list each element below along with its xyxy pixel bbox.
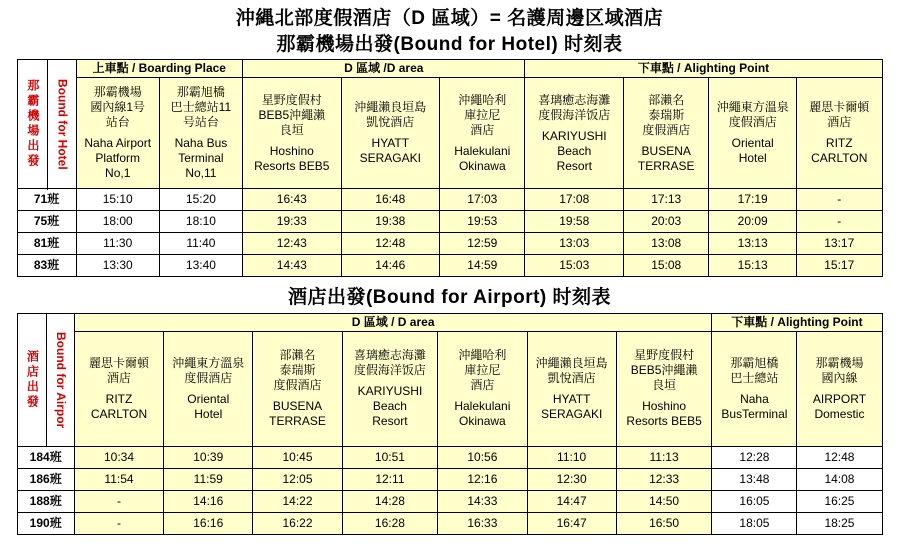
time-cell: 12:05 bbox=[253, 468, 342, 490]
time-cell: 14:47 bbox=[527, 490, 616, 512]
table-row bbox=[17, 446, 882, 468]
stop-jp: 那霸機場 國內線 bbox=[815, 355, 864, 385]
time-cell: 15:17 bbox=[796, 255, 882, 277]
time-cell: 17:13 bbox=[624, 189, 709, 211]
stop-cell-kariyushi bbox=[525, 78, 624, 189]
stop-en: BUSENA TERRASE bbox=[637, 143, 695, 173]
time-cell: 16:50 bbox=[616, 512, 712, 534]
time-cell: 16:33 bbox=[438, 512, 527, 534]
table-row bbox=[17, 468, 882, 490]
time-cell: 13:17 bbox=[796, 233, 882, 255]
section1-side-label-cn: 那霸機場出發 bbox=[17, 60, 48, 189]
time-cell: 12:59 bbox=[440, 233, 525, 255]
time-cell: 10:51 bbox=[342, 446, 438, 468]
time-cell: 15:08 bbox=[624, 255, 709, 277]
time-cell: 19:53 bbox=[440, 211, 525, 233]
stop-jp: 部瀨名 泰瑞斯 度假酒店 bbox=[273, 348, 322, 393]
stop-cell-kariyushi bbox=[342, 331, 438, 446]
time-cell: 19:58 bbox=[525, 211, 624, 233]
stop-jp: 星野度假村 BEB5沖繩瀨 良垣 bbox=[630, 348, 698, 393]
stop-en: RITZ CARLTON bbox=[90, 391, 148, 421]
time-cell: 14:22 bbox=[253, 490, 342, 512]
run-label-186: 186班 bbox=[17, 468, 74, 490]
section2-area-header: D 區域 / D area bbox=[74, 313, 712, 331]
time-cell: 10:56 bbox=[438, 446, 527, 468]
section2-side-label-en: Bound for Airpor bbox=[47, 313, 75, 446]
time-cell: 13:48 bbox=[712, 468, 797, 490]
time-cell: 13:40 bbox=[159, 255, 242, 277]
stop-cell-hyatt-seragaki bbox=[341, 78, 440, 189]
time-cell: 16:16 bbox=[164, 512, 253, 534]
table-row bbox=[17, 255, 882, 277]
stop-cell-hoshino-beb5 bbox=[243, 78, 342, 189]
time-cell: 12:11 bbox=[342, 468, 438, 490]
bound-for-hotel-table bbox=[17, 59, 883, 277]
time-cell: 16:28 bbox=[342, 512, 438, 534]
time-cell: 16:05 bbox=[712, 490, 797, 512]
time-cell: 19:33 bbox=[243, 211, 342, 233]
stop-jp: 沖繩東方溫泉 度假酒店 bbox=[716, 100, 789, 130]
section2-stop-row bbox=[17, 331, 882, 446]
time-cell: 14:08 bbox=[797, 468, 882, 490]
time-cell: 18:25 bbox=[797, 512, 882, 534]
stop-jp: 沖繩哈利 庫拉尼 酒店 bbox=[458, 92, 507, 137]
section1-title: 那霸機場出發(Bound for Hotel) 时刻表 bbox=[276, 33, 623, 55]
time-cell: 16:43 bbox=[243, 189, 342, 211]
time-cell: 10:45 bbox=[253, 446, 342, 468]
time-cell: 18:05 bbox=[712, 512, 797, 534]
section1-stop-row bbox=[17, 78, 882, 189]
main-title: 沖縄北部度假酒店（D 區域）= 名護周邊区域酒店 bbox=[235, 8, 664, 29]
time-cell: 19:38 bbox=[341, 211, 440, 233]
stop-jp: 那霸旭橋 巴士總站11 号站台 bbox=[170, 85, 232, 130]
stop-cell-naha-bus-terminal bbox=[159, 78, 242, 189]
run-label-83: 83班 bbox=[17, 255, 76, 277]
time-cell: 18:10 bbox=[159, 211, 242, 233]
time-cell: 12:43 bbox=[243, 233, 342, 255]
time-cell: 16:25 bbox=[797, 490, 882, 512]
stop-jp: 沖繩哈利 庫拉尼 酒店 bbox=[458, 348, 507, 393]
stop-en: BUSENA TERRASE bbox=[269, 399, 326, 429]
time-cell: - bbox=[796, 211, 882, 233]
time-cell: 15:03 bbox=[525, 255, 624, 277]
time-cell: 14:50 bbox=[616, 490, 712, 512]
time-cell: 12:33 bbox=[616, 468, 712, 490]
time-cell: 11:40 bbox=[159, 233, 242, 255]
stop-cell-busena-terrase bbox=[253, 331, 342, 446]
time-cell: 14:16 bbox=[164, 490, 253, 512]
time-cell: 15:13 bbox=[709, 255, 797, 277]
table-row bbox=[17, 211, 882, 233]
stop-jp: 部瀨名 泰瑞斯 度假酒店 bbox=[642, 92, 691, 137]
stop-jp: 麗思卡爾頓 酒店 bbox=[809, 100, 870, 130]
time-cell: 12:48 bbox=[797, 446, 882, 468]
stop-en: Oriental Hotel bbox=[731, 136, 774, 166]
stop-en: Hoshino Resorts BEB5 bbox=[254, 143, 330, 173]
run-label-188: 188班 bbox=[17, 490, 74, 512]
stop-cell-oriental-hotel bbox=[164, 331, 253, 446]
stop-cell-ritz-carlton bbox=[796, 78, 882, 189]
time-cell: 14:33 bbox=[438, 490, 527, 512]
stop-cell-halekulani bbox=[440, 78, 525, 189]
run-label-71: 71班 bbox=[17, 189, 76, 211]
stop-cell-naha-airport bbox=[76, 78, 159, 189]
stop-jp: 星野度假村 BEB5沖繩瀨 良垣 bbox=[258, 92, 326, 137]
stop-jp: 喜璃癒志海灘 度假海洋饭店 bbox=[538, 92, 611, 122]
section1-alighting-header: 下車點 / Alighting Point bbox=[525, 60, 882, 78]
time-cell: 14:43 bbox=[243, 255, 342, 277]
stop-en: HYATT SERAGAKI bbox=[540, 391, 603, 421]
stop-en: Oriental Hotel bbox=[187, 391, 230, 421]
time-cell: 14:59 bbox=[440, 255, 525, 277]
time-cell: 15:20 bbox=[159, 189, 242, 211]
section1-boarding-header: 上車點 / Boarding Place bbox=[76, 60, 242, 78]
table-row bbox=[17, 189, 882, 211]
stop-jp: 沖繩瀨良垣島 凱悅酒店 bbox=[535, 355, 608, 385]
time-cell: 11:10 bbox=[527, 446, 616, 468]
stop-en: KARIYUSHI Beach Resort bbox=[541, 128, 607, 173]
time-cell: 11:54 bbox=[74, 468, 163, 490]
time-cell: 11:59 bbox=[164, 468, 253, 490]
run-label-190: 190班 bbox=[17, 512, 74, 534]
stop-cell-hoshino-beb5 bbox=[616, 331, 712, 446]
stop-en: AIRPORT Domestic bbox=[812, 391, 867, 421]
stop-en: Halekulani Okinawa bbox=[454, 143, 511, 173]
stop-cell-halekulani bbox=[438, 331, 527, 446]
time-cell: 12:28 bbox=[712, 446, 797, 468]
stop-cell-naha-airport bbox=[797, 331, 882, 446]
stop-jp: 那霸機場 國內線1号 站台 bbox=[90, 85, 146, 130]
section2-title: 酒店出發(Bound for Airport) 时刻表 bbox=[287, 287, 612, 309]
time-cell: 14:28 bbox=[342, 490, 438, 512]
stop-en: Halekulani Okinawa bbox=[454, 399, 511, 429]
run-label-75: 75班 bbox=[17, 211, 76, 233]
time-cell: 10:34 bbox=[74, 446, 163, 468]
stop-jp: 沖繩瀨良垣島 凱悅酒店 bbox=[354, 100, 427, 130]
time-cell: 14:46 bbox=[341, 255, 440, 277]
stop-jp: 喜璃癒志海灘 度假海洋饭店 bbox=[353, 348, 426, 378]
time-cell: 10:39 bbox=[164, 446, 253, 468]
time-cell: 20:03 bbox=[624, 211, 709, 233]
stop-en: Naha Bus Terminal No,11 bbox=[174, 136, 228, 181]
time-cell: 12:48 bbox=[341, 233, 440, 255]
time-cell: 13:08 bbox=[624, 233, 709, 255]
time-cell: - bbox=[796, 189, 882, 211]
stop-jp: 沖繩東方溫泉 度假酒店 bbox=[172, 355, 245, 385]
stop-en: RITZ CARLTON bbox=[811, 136, 868, 166]
time-cell: 11:30 bbox=[76, 233, 159, 255]
stop-cell-busena-terrase bbox=[624, 78, 709, 189]
stop-en: Naha BusTerminal bbox=[721, 391, 788, 421]
time-cell: 16:47 bbox=[527, 512, 616, 534]
stop-en: Hoshino Resorts BEB5 bbox=[626, 399, 702, 429]
time-cell: 13:30 bbox=[76, 255, 159, 277]
time-cell: 16:22 bbox=[253, 512, 342, 534]
table-row bbox=[17, 490, 882, 512]
stop-cell-ritz-carlton bbox=[74, 331, 163, 446]
stop-en: Naha Airport Platform No,1 bbox=[84, 136, 152, 181]
time-cell: - bbox=[74, 512, 163, 534]
stop-en: KARIYUSHI Beach Resort bbox=[357, 384, 423, 429]
run-label-184: 184班 bbox=[17, 446, 74, 468]
time-cell: - bbox=[74, 490, 163, 512]
time-cell: 13:03 bbox=[525, 233, 624, 255]
time-cell: 12:30 bbox=[527, 468, 616, 490]
time-cell: 18:00 bbox=[76, 211, 159, 233]
time-cell: 15:10 bbox=[76, 189, 159, 211]
section1-side-label-en: Bound for Hotel bbox=[48, 60, 76, 189]
time-cell: 11:13 bbox=[616, 446, 712, 468]
stop-en: HYATT SERAGAKI bbox=[359, 136, 421, 166]
stop-cell-naha-bus-terminal bbox=[712, 331, 797, 446]
time-cell: 17:03 bbox=[440, 189, 525, 211]
bound-for-airport-table bbox=[17, 313, 883, 535]
table-row bbox=[17, 512, 882, 534]
time-cell: 12:16 bbox=[438, 468, 527, 490]
time-cell: 20:09 bbox=[709, 211, 797, 233]
time-cell: 17:19 bbox=[709, 189, 797, 211]
time-cell: 13:13 bbox=[709, 233, 797, 255]
run-label-81: 81班 bbox=[17, 233, 76, 255]
stop-cell-hyatt-seragaki bbox=[527, 331, 616, 446]
stop-cell-oriental-hotel bbox=[709, 78, 797, 189]
table-row bbox=[17, 233, 882, 255]
stop-jp: 那霸旭橋 巴士總站 bbox=[730, 355, 779, 385]
stop-jp: 麗思卡爾頓 酒店 bbox=[88, 355, 149, 385]
section1-area-header: D 區域 /D area bbox=[243, 60, 525, 78]
time-cell: 16:48 bbox=[341, 189, 440, 211]
section2-side-label-cn: 酒店出發 bbox=[17, 313, 47, 446]
section2-alighting-header: 下車點 / Alighting Point bbox=[712, 313, 882, 331]
time-cell: 17:08 bbox=[525, 189, 624, 211]
